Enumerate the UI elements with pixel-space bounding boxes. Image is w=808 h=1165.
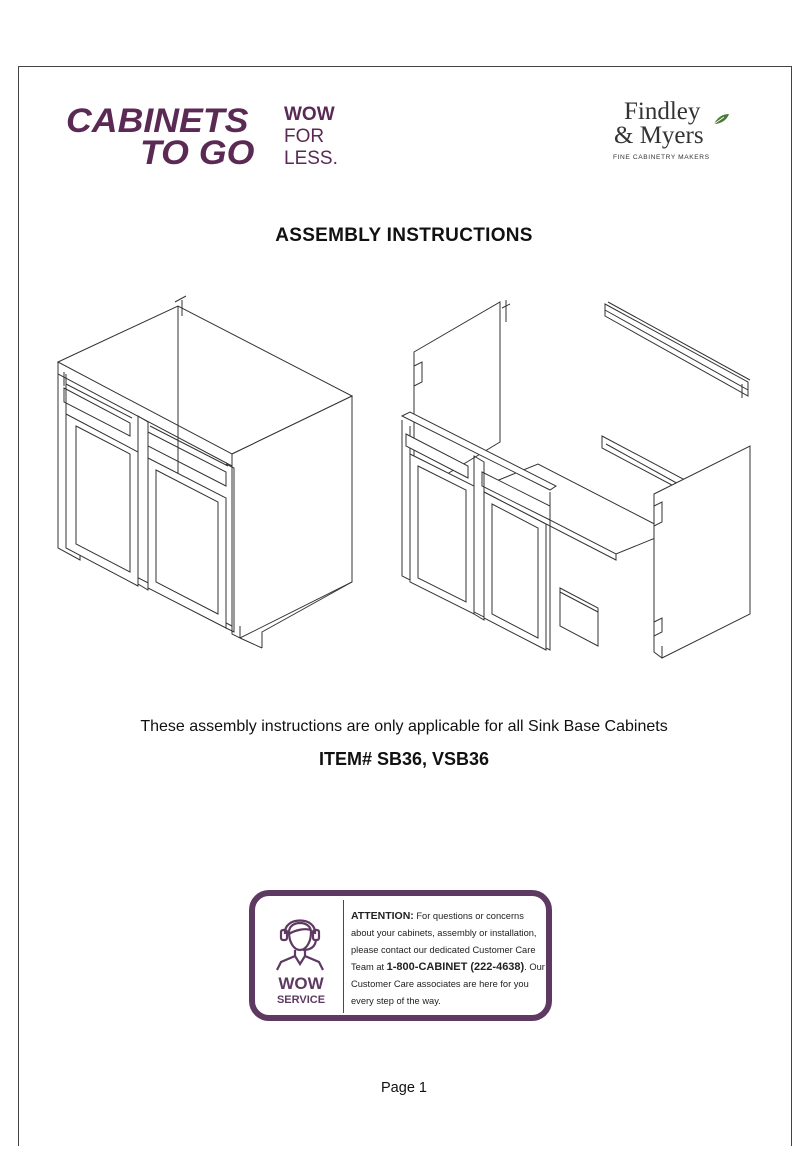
customer-care-phone[interactable]: 1-800-CABINET (222-4638)	[386, 961, 525, 973]
logo-myers: & Myers	[614, 122, 704, 149]
logo-findley: Findley	[624, 98, 701, 125]
service-label: SERVICE	[276, 994, 326, 1006]
cabinets-to-go-logo	[66, 100, 356, 174]
slogan-for: FOR	[284, 126, 325, 147]
logo-line-cabinets: CABINETS	[66, 102, 249, 140]
page-title: ASSEMBLY INSTRUCTIONS	[275, 225, 533, 246]
logo-tagline: FINE CABINETRY MAKERS	[613, 154, 710, 161]
slogan-less: LESS.	[284, 148, 338, 169]
applicability-note: These assembly instructions are only applicable for all Sink Base Cabinets	[140, 718, 668, 735]
logo-slogan	[284, 104, 338, 170]
box-divider	[343, 900, 344, 1013]
slogan-wow: WOW	[284, 104, 335, 125]
assembled-cabinet-drawing	[58, 296, 352, 648]
attention-body-1: For questions or concerns about your cabinets, assembly or installation, please contact our dedicated Customer Care Team at	[351, 911, 537, 972]
leaf-icon	[712, 112, 730, 126]
cabinet-illustration	[30, 286, 770, 666]
logo-line-to-go: TO GO	[140, 134, 255, 172]
attention-text	[351, 908, 546, 1010]
item-numbers: ITEM# SB36, VSB36	[318, 749, 490, 769]
customer-care-box	[249, 890, 552, 1021]
attention-heading: ATTENTION:	[351, 910, 414, 922]
exploded-cabinet-drawing	[402, 300, 750, 658]
attention-body-2: . Our Customer Care associates are here for you every step of the way.	[351, 962, 545, 1006]
page-number: Page 1	[381, 1080, 427, 1096]
customer-service-agent-icon	[265, 904, 335, 972]
wow-label: WOW	[278, 974, 324, 993]
findley-myers-logo	[612, 98, 736, 180]
